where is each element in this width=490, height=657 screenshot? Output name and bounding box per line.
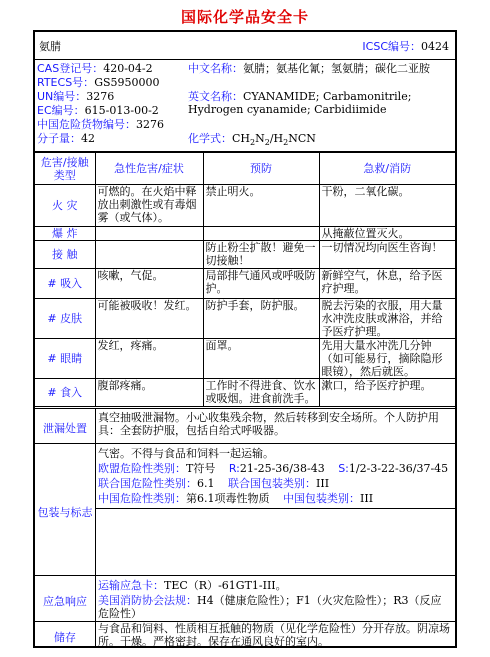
cn-name-value: 氨腈；氨基化氰；氢氨腈；碳化二亚胺 <box>243 62 430 75</box>
card-title: 国际化学品安全卡 <box>180 8 309 26</box>
spill-text: 真空抽吸泄漏物。小心收集残余物，然后转移到安全场所。个人防护用具：全套防护服，包括自给式呼吸器。 <box>98 411 439 437</box>
row-prevention <box>203 227 319 241</box>
emergency-section <box>35 576 455 622</box>
divider <box>95 576 96 621</box>
row-firstaid: 新鲜空气，休息，给予医疗护理。 <box>319 269 455 299</box>
row-symptoms: 可能被吸收！发红。 <box>95 299 203 339</box>
table-row <box>35 185 455 227</box>
transport-card-value: TEC（R）-61GT1-III。 <box>164 579 287 592</box>
mw-line <box>37 132 95 145</box>
row-prevention: 局部排气通风或呼吸防护。 <box>203 269 319 299</box>
ec-label: EC编号： <box>37 104 85 117</box>
hazard-table <box>35 152 455 407</box>
header-type: 危害/接触类型 <box>35 153 95 185</box>
emergency-label: 应急响应 <box>43 595 87 608</box>
cas-line <box>37 62 153 75</box>
spill-section <box>35 408 455 444</box>
row-type: # 眼睛 <box>35 339 95 379</box>
table-row <box>35 269 455 299</box>
row-prevention: 面罩。 <box>203 339 319 379</box>
row-firstaid: 漱口，给予医疗护理。 <box>319 379 455 407</box>
mw-value: 42 <box>81 132 95 145</box>
row-prevention: 防止粉尘扩散！避免一切接触！ <box>203 241 319 269</box>
mw-label: 分子量： <box>37 132 81 145</box>
row-prevention: 禁止明火。 <box>203 185 319 227</box>
row-prevention: 工作时不得进食、饮水或吸烟。进食前洗手。 <box>203 379 319 407</box>
nfpa-label: 美国消防协会法规： <box>98 594 197 607</box>
nfpa-block <box>98 594 452 620</box>
un-pack-label: 联合国包装类别： <box>228 477 316 490</box>
row-firstaid: 干粉，二氧化碳。 <box>319 185 455 227</box>
rtecs-label: RTECS号： <box>37 76 95 89</box>
cn-pack-label: 中国包装类别： <box>283 492 360 505</box>
row-type: # 食入 <box>35 379 95 407</box>
s-value: 1/2-3-22-36/37-45 <box>348 462 449 475</box>
icsc-label: ICSC编号： <box>362 40 421 53</box>
cn-name-line <box>188 62 430 75</box>
un-label: UN编号： <box>37 90 87 103</box>
divider <box>95 444 96 575</box>
storage-label: 储存 <box>54 631 76 644</box>
transport-card-line <box>98 579 287 592</box>
safety-card <box>33 30 457 648</box>
row-symptoms: 腹部疼痛。 <box>95 379 203 407</box>
header-symptoms: 急性危害/症状 <box>95 153 203 185</box>
cn-dg-value: 3276 <box>136 118 164 131</box>
icsc-value: 0424 <box>421 40 449 53</box>
table-row <box>35 241 455 269</box>
icsc-number <box>362 40 449 53</box>
un-class-line <box>98 477 329 490</box>
identification-block <box>35 60 455 152</box>
un-line <box>37 90 114 103</box>
formula-value: $CH_2N_2/H_2NCN$ <box>232 132 316 148</box>
eu-value: T符号 <box>186 462 216 475</box>
s-label: S: <box>338 462 349 475</box>
packaging-inner-divider <box>95 508 455 509</box>
row-type: 火 灾 <box>35 185 95 227</box>
ec-value: 615-013-00-2 <box>84 104 159 117</box>
rtecs-value: GS5950000 <box>94 76 160 89</box>
packaging-section <box>35 444 455 576</box>
table-row <box>35 227 455 241</box>
rtecs-line <box>37 76 160 89</box>
nfpa-value: H4（健康危险性）；F1（火灾危险性）；R3（反应危险性） <box>98 594 442 620</box>
cas-label: CAS登记号： <box>37 62 104 75</box>
divider <box>95 409 96 443</box>
row-type: # 吸入 <box>35 269 95 299</box>
en-name-block <box>188 90 454 116</box>
hazard-header-row <box>35 153 455 185</box>
divider <box>95 622 96 648</box>
un-value: 3276 <box>86 90 115 103</box>
formula-label: 化学式： <box>188 132 232 145</box>
en-name-value: CYANAMIDE; Carbamonitrile; Hydrogen cyanamide; Carbidiimide <box>188 90 412 116</box>
row-type: 爆 炸 <box>35 227 95 241</box>
row-symptoms: 发红，疼痛。 <box>95 339 203 379</box>
row-firstaid: 脱去污染的衣服，用大量水冲洗皮肤或淋浴，并给予医疗护理。 <box>319 299 455 339</box>
row-prevention: 防护手套，防护服。 <box>203 299 319 339</box>
storage-section <box>35 622 455 648</box>
cas-value: 420-04-2 <box>103 62 153 75</box>
row-type: 接 触 <box>35 241 95 269</box>
r-value: 21-25-36/38-43 <box>239 462 325 475</box>
row-symptoms: 咳嗽，气促。 <box>95 269 203 299</box>
spill-label: 泄漏处置 <box>43 422 87 435</box>
row-symptoms: 可燃的。在火焰中释放出刺激性或有毒烟雾（或气体）。 <box>95 185 203 227</box>
table-row <box>35 379 455 407</box>
un-class-label: 联合国危险性类别： <box>98 477 197 490</box>
cn-class-line <box>98 492 373 505</box>
cn-pack-value: III <box>360 492 374 505</box>
cn-dangerous-goods-line <box>37 118 164 131</box>
storage-text: 与食品和饲料、性质相互抵触的物质（见化学危险性）分开存放。阴凉场所。干燥。严格密封。保存在通风良好的室内。 <box>98 622 450 648</box>
eu-class-line <box>98 462 448 475</box>
table-row <box>35 339 455 379</box>
cn-name-label: 中文名称： <box>188 62 243 75</box>
row-firstaid: 先用大量水冲洗几分钟（如可能易行，摘除隐形眼镜），然后就医。 <box>319 339 455 379</box>
cn-class-label: 中国危险性类别： <box>98 492 186 505</box>
en-name-label: 英文名称： <box>188 90 243 103</box>
transport-card-label: 运输应急卡： <box>98 579 164 592</box>
packaging-line1: 气密。不得与食品和饲料一起运输。 <box>98 447 274 460</box>
row-firstaid: 从掩蔽位置灭火。 <box>319 227 455 241</box>
cn-class-value: 第6.1项毒性物质 <box>186 492 270 505</box>
packaging-label: 包装与标志 <box>37 506 93 519</box>
un-pack-value: III <box>316 477 330 490</box>
header-row <box>35 32 455 60</box>
ec-line <box>37 104 159 117</box>
un-class-value: 6.1 <box>197 477 215 490</box>
row-type: # 皮肤 <box>35 299 95 339</box>
formula-line <box>188 132 316 149</box>
r-label: R: <box>228 462 240 475</box>
header-prevention: 预防 <box>203 153 319 185</box>
row-firstaid: 一切情况均向医生咨询！ <box>319 241 455 269</box>
eu-label: 欧盟危险性类别： <box>98 462 186 475</box>
header-firstaid: 急救/消防 <box>319 153 455 185</box>
row-symptoms <box>95 241 203 269</box>
chemical-name: 氨腈 <box>39 40 61 53</box>
table-row <box>35 299 455 339</box>
cn-dg-label: 中国危险货物编号： <box>37 118 136 131</box>
row-symptoms <box>95 227 203 241</box>
